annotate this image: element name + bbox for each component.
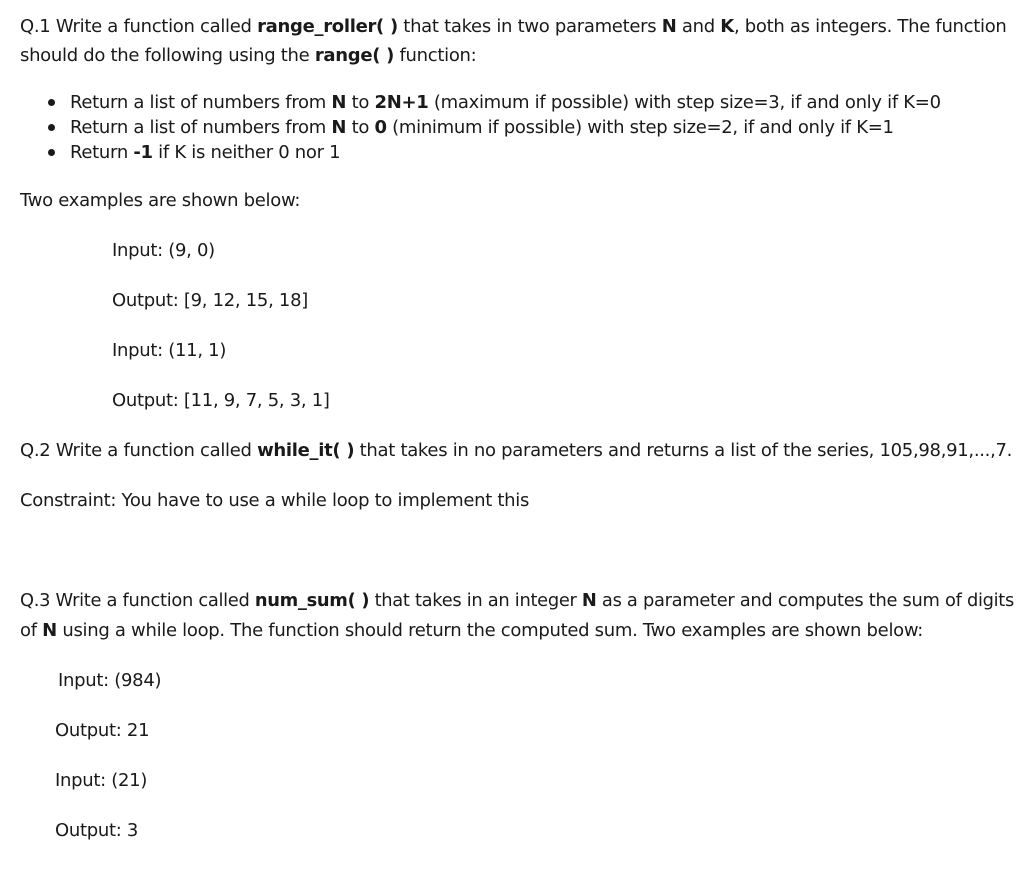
q3-line2-pre: of bbox=[20, 620, 43, 641]
q1-bullet-2: Return a list of numbers from N to 0 (minimum if possible) with step size=2, if and only if K=1 bbox=[20, 115, 941, 140]
q1-bullet-list bbox=[20, 90, 941, 165]
q2-prefix: Q.2 Write a function called bbox=[20, 440, 258, 461]
q1-param-n: N bbox=[661, 16, 677, 37]
q1-line2-pre: should do the following using the bbox=[20, 45, 315, 66]
q1-function-name: range_roller( ) bbox=[257, 16, 398, 37]
q2-suffix: that takes in no parameters and returns a list of the series, 105,98,91,...,7. bbox=[354, 440, 1013, 461]
q3-suffix: as a parameter and computes the sum of digits bbox=[596, 590, 1014, 611]
q1-param-k: K bbox=[720, 16, 734, 37]
q1-bullet-3: Return -1 if K is neither 0 nor 1 bbox=[20, 140, 941, 165]
q3-example-output-1: Output: 21 bbox=[55, 720, 150, 741]
q1-line-2 bbox=[20, 41, 476, 71]
q1-suffix: , both as integers. The function bbox=[733, 16, 1007, 37]
q3-line-2 bbox=[20, 616, 923, 646]
q1-example-output-1: Output: [9, 12, 15, 18] bbox=[112, 290, 308, 311]
q3-line2-post: using a while loop. The function should return the computed sum. Two examples are shown below: bbox=[56, 620, 924, 641]
q1-example-input-2: Input: (11, 1) bbox=[112, 340, 227, 361]
q1-prefix: Q.1 Write a function called bbox=[20, 16, 258, 37]
q3-prefix: Q.3 Write a function called bbox=[20, 590, 255, 611]
q3-param-n-2: N bbox=[42, 620, 57, 641]
q1-line-1 bbox=[20, 12, 1007, 42]
q2-constraint: Constraint: You have to use a while loop to implement this bbox=[20, 490, 530, 511]
q1-bullet-1: Return a list of numbers from N to 2N+1 (maximum if possible) with step size=3, if and only if K=0 bbox=[20, 90, 941, 115]
q1-example-output-2: Output: [11, 9, 7, 5, 3, 1] bbox=[112, 390, 330, 411]
q1-and: and bbox=[676, 16, 721, 37]
q3-example-input-1: Input: (984) bbox=[58, 670, 162, 691]
q1-examples-intro: Two examples are shown below: bbox=[20, 190, 301, 211]
q3-line-1 bbox=[20, 586, 1014, 616]
q1-range-function: range( ) bbox=[314, 45, 395, 66]
q1-mid: that takes in two parameters bbox=[397, 16, 662, 37]
q1-example-input-1: Input: (9, 0) bbox=[112, 240, 215, 261]
q3-param-n: N bbox=[581, 590, 597, 611]
q3-function-name: num_sum( ) bbox=[254, 590, 370, 611]
q3-mid: that takes in an integer bbox=[369, 590, 582, 611]
q1-line2-post: function: bbox=[394, 45, 477, 66]
q2-line-1 bbox=[20, 436, 1012, 466]
q3-example-output-2: Output: 3 bbox=[55, 820, 139, 841]
q3-example-input-2: Input: (21) bbox=[55, 770, 148, 791]
q2-function-name: while_it( ) bbox=[257, 440, 355, 461]
